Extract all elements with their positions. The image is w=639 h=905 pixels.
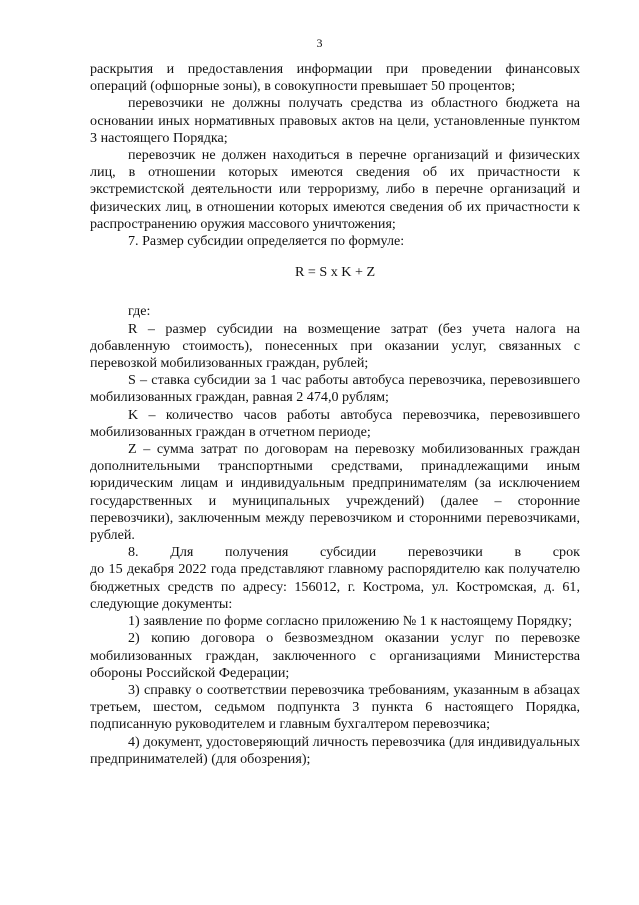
definition-k: K – количество часов работы автобуса перевозчика, перевозившего мобилизованных граждан в отчетном периоде; xyxy=(90,406,580,440)
list-item-4: 4) документ, удостоверяющий личность перевозчика (для индивидуальных предпринимателей) (для обозрения); xyxy=(90,733,580,767)
paragraph-extremism: перевозчик не должен находиться в перечне организаций и физических лиц, в отношении которых имеются сведения об их причастности к экстремистской деятельности или терроризму, либо в перечне организаций и физических лиц, в отношении которых имеются сведения об их причастности к распространению оружия массового уничтожения; xyxy=(90,147,580,232)
paragraph-where: где: xyxy=(128,303,151,320)
definition-r: R – размер субсидии на возмещение затрат (без учета налога на добавленную стоимость), понесенных при оказании услуг, связанных с перевозкой мобилизованных граждан, рублей; xyxy=(90,320,580,372)
list-item-1: 1) заявление по форме согласно приложению № 1 к настоящему Порядку; xyxy=(128,613,572,630)
document-body xyxy=(90,61,580,768)
list-item-2: 2) копию договора о безвозмездном оказании услуг по перевозке мобилизованных граждан, заключенного с организациями Министерства обороны Российской Федерации; xyxy=(90,630,580,681)
paragraph-item-8-heading: 8. Для получения субсидии перевозчики в срок xyxy=(128,544,580,561)
paragraph-item-8-body: до 15 декабря 2022 года представляют главному распорядителю как получателю бюджетных средств по адресу: 156012, г. Кострома, ул. Костромская, д. 61, следующие документы: xyxy=(90,561,580,612)
paragraph-offshore: раскрытия и предоставления информации при проведении финансовых операций (офшорные зоны), в совокупности превышает 50 процентов; xyxy=(90,61,580,95)
formula: R = S x K + Z xyxy=(294,264,376,281)
paragraph-item-7: 7. Размер субсидии определяется по формуле: xyxy=(128,233,405,250)
definition-z: Z – сумма затрат по договорам на перевозку мобилизованных граждан дополнительными транспортными средствами, принадлежащими иным юридическим лицам и индивидуальным предпринимателям (за исключением государственных и муниципальных учреждений) (далее – сторонние перевозчики), заключенным между перевозчиком и сторонними перевозчиками, рублей. xyxy=(90,441,580,544)
list-item-3: 3) справку о соответствии перевозчика требованиям, указанным в абзацах третьем, шестом, седьмом подпункта 3 пункта 6 настоящего Порядка, подписанную руководителем и главным бухгалтером перевозчика; xyxy=(90,681,580,733)
definition-s: S – ставка субсидии за 1 час работы автобуса перевозчика, перевозившего мобилизованных граждан, равная 2 474,0 рублям; xyxy=(90,372,580,406)
page-number: 3 xyxy=(316,36,323,50)
paragraph-other-acts: перевозчики не должны получать средства из областного бюджета на основании иных нормативных правовых актов на цели, установленные пунктом 3 настоящего Порядка; xyxy=(90,95,580,146)
